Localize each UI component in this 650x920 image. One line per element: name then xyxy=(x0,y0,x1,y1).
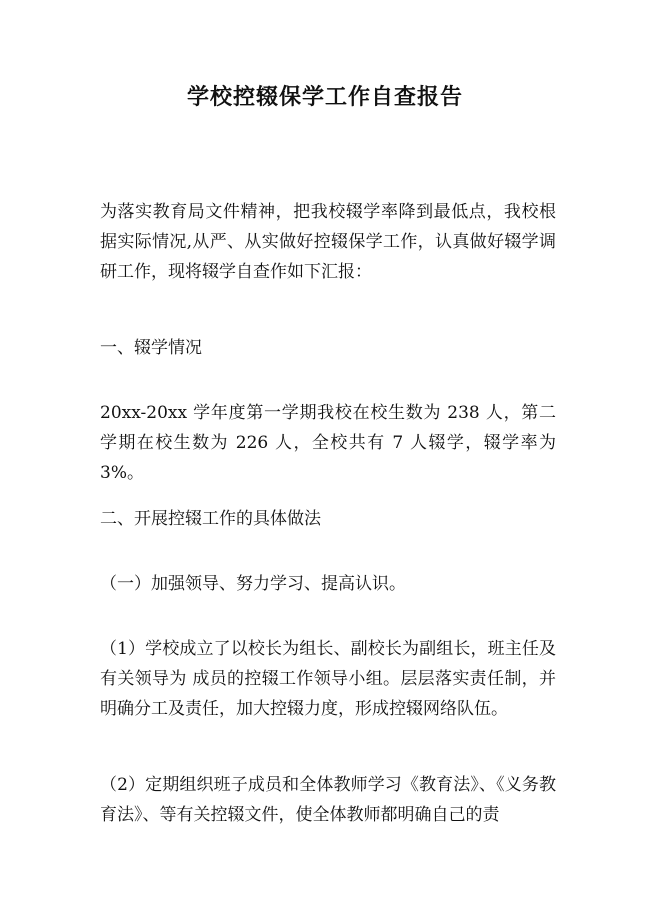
section-heading-measures: 二、开展控辍工作的具体做法 xyxy=(100,509,321,529)
intro-paragraph: 为落实教育局文件精神，把我校辍学率降到最低点，我校根据实际情况,从严、从实做好控辍保学工作，认真做好辍学调研工作，现将辍学自查作如下汇报： xyxy=(100,202,556,282)
dropout-status-paragraph: 20xx-20xx 学年度第一学期我校在校生数为 238 人，第二学期在校生数为 226 人，全校共有 7 人辍学，辍学率为 3%。 xyxy=(100,403,556,483)
item-paragraph-2: （2）定期组织班子成员和全体教师学习《教育法》、《义务教育法》、等有关控辍文件，使全体教师都明确自己的责 xyxy=(100,775,556,825)
subsection-heading-leadership: （一）加强领导、努力学习、提高认识。 xyxy=(100,574,406,594)
section-heading-dropout-status: 一、辍学情况 xyxy=(100,338,202,358)
document-title: 学校控辍保学工作自查报告 xyxy=(186,85,463,110)
item-paragraph-1: （1）学校成立了以校长为组长、副校长为副组长，班主任及有关领导为 成员的控辍工作领导小组。层层落实责任制，并明确分工及责任，加大控辍力度，形成控辍网络队伍。 xyxy=(100,639,556,719)
